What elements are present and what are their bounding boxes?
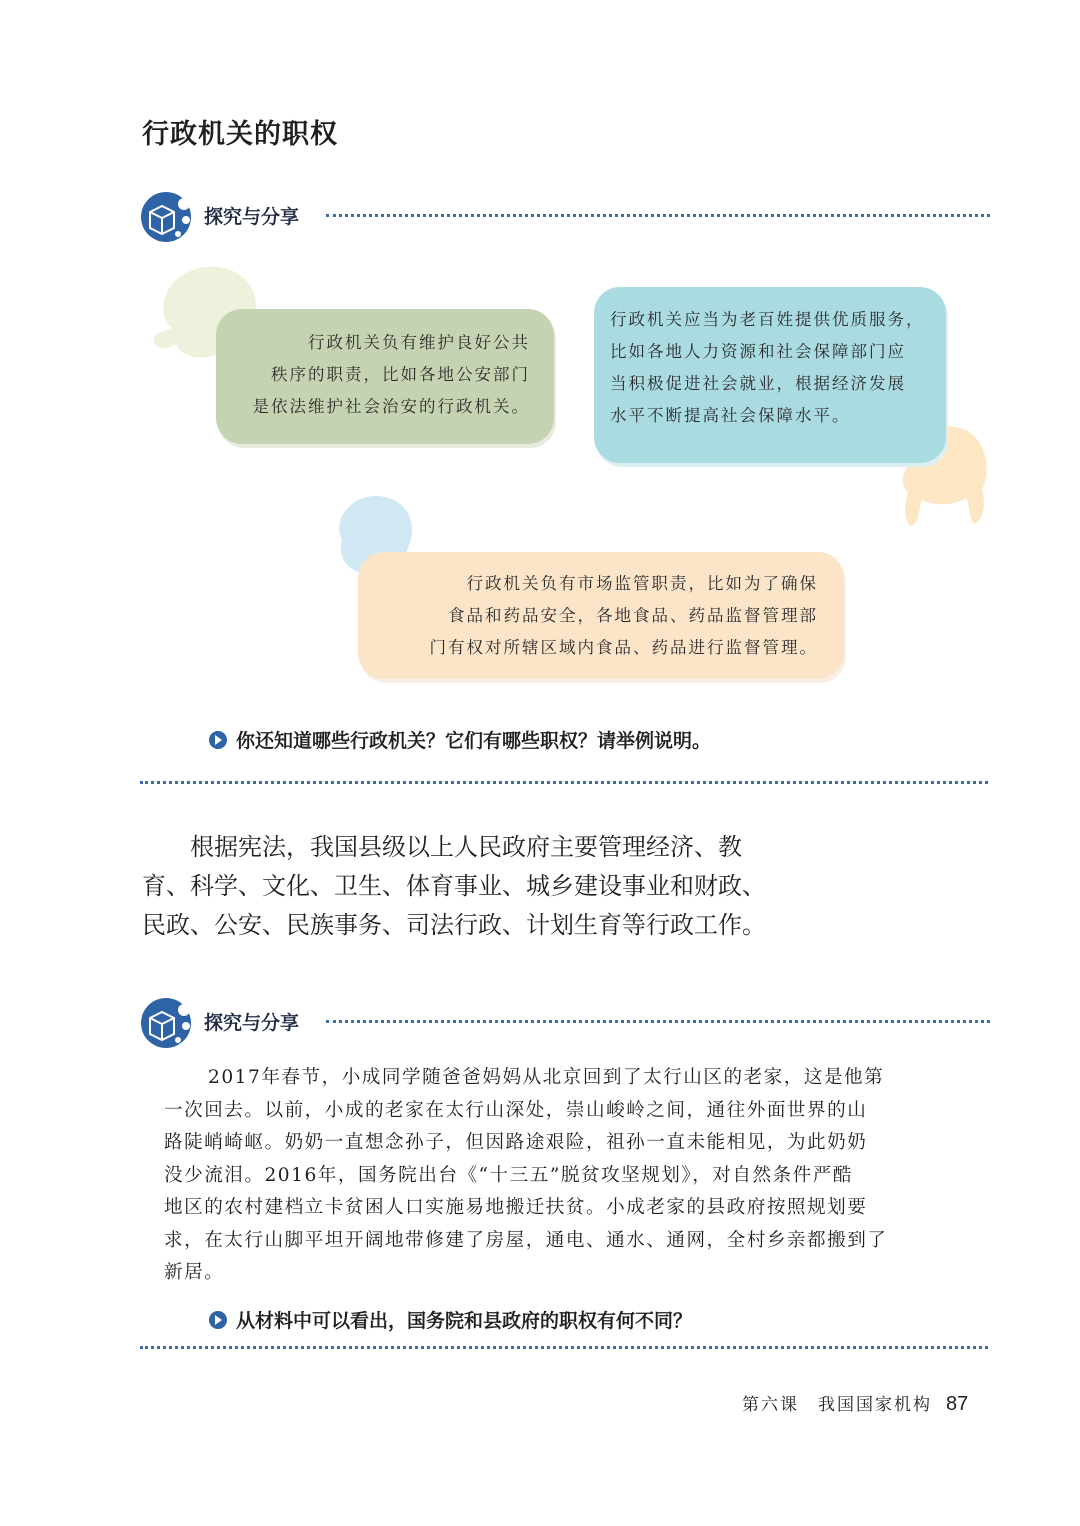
bubble-line: 水平不断提高社会保障水平。: [610, 406, 851, 425]
story-line: 新居。: [164, 1262, 225, 1283]
question-1: [208, 726, 711, 753]
bubble-line: 食品和药品安全，各地食品、药品监督管理部: [448, 606, 818, 625]
story-line: 2017年春节，小成同学随爸爸妈妈从北京回到了太行山区的老家，这是他第: [208, 1067, 885, 1088]
explore-header-2: [140, 996, 990, 1052]
body-line: 民政、公安、民族事务、司法行政、计划生育等行政工作。: [142, 911, 766, 939]
story-line: 没少流泪。2016年，国务院出台《“十三五”脱贫攻坚规划》，对自然条件严酷: [164, 1164, 853, 1186]
section-title: 行政机关的职权: [142, 119, 338, 150]
story-line: 求，在太行山脚平坦开阔地带修建了房屋，通电、通水、通网，全村乡亲都搬到了: [164, 1229, 888, 1251]
explore-header-1: [140, 190, 990, 246]
bubble-line: 是依法维护社会治安的行政机关。: [252, 397, 530, 416]
speech-bubble-green: [216, 309, 554, 444]
dotted-rule: [326, 1020, 990, 1023]
story-line: 路陡峭崎岖。奶奶一直想念孙子，但因路途艰险，祖孙一直未能相见，为此奶奶: [164, 1132, 868, 1153]
bubble-line: 秩序的职责，比如各地公安部门: [271, 365, 530, 384]
bubble-line: 门有权对所辖区域内食品、药品进行监督管理。: [429, 638, 818, 657]
dotted-rule: [326, 214, 990, 217]
question-2: [208, 1306, 692, 1333]
bubble-line: 比如各地人力资源和社会保障部门应: [610, 342, 906, 361]
dotted-divider: [140, 781, 988, 784]
story-line: 一次回去。以前，小成的老家在太行山深处，崇山峻岭之间，通往外面世界的山: [164, 1099, 868, 1121]
dotted-divider: [140, 1346, 988, 1349]
explore-label: 探究与分享: [204, 206, 300, 228]
bubble-line: 行政机关负有市场监管职责，比如为了确保: [466, 574, 818, 593]
page-number: 87: [946, 1393, 969, 1415]
arrow-bullet-icon: [208, 730, 228, 750]
chapter-label: 第六课 我国国家机构: [742, 1395, 932, 1415]
explore-cube-icon: [140, 190, 194, 244]
body-line: 育、科学、文化、卫生、体育事业、城乡建设事业和财政、: [142, 872, 766, 900]
explore-cube-icon: [140, 996, 194, 1050]
story-line: 地区的农村建档立卡贫困人口实施易地搬迁扶贫。小成老家的县政府按照规划要: [164, 1197, 868, 1218]
arrow-bullet-icon: [208, 1310, 228, 1330]
bubble-line: 行政机关负有维护良好公共: [308, 333, 530, 352]
speech-bubble-peach: [358, 552, 844, 679]
question-text: 你还知道哪些行政机关？它们有哪些职权？请举例说明。: [236, 730, 712, 752]
question-text: 从材料中可以看出，国务院和县政府的职权有何不同？: [236, 1310, 693, 1332]
speech-bubble-teal: [594, 287, 946, 463]
story-paragraph: [164, 1062, 970, 1290]
page-footer: [742, 1390, 968, 1416]
explore-label: 探究与分享: [204, 1012, 300, 1034]
body-line: 根据宪法，我国县级以上人民政府主要管理经济、教: [190, 833, 742, 861]
bubble-line: 当积极促进社会就业，根据经济发展: [610, 374, 906, 393]
body-paragraph: [142, 828, 802, 945]
bubble-line: 行政机关应当为老百姓提供优质服务，: [610, 310, 925, 329]
